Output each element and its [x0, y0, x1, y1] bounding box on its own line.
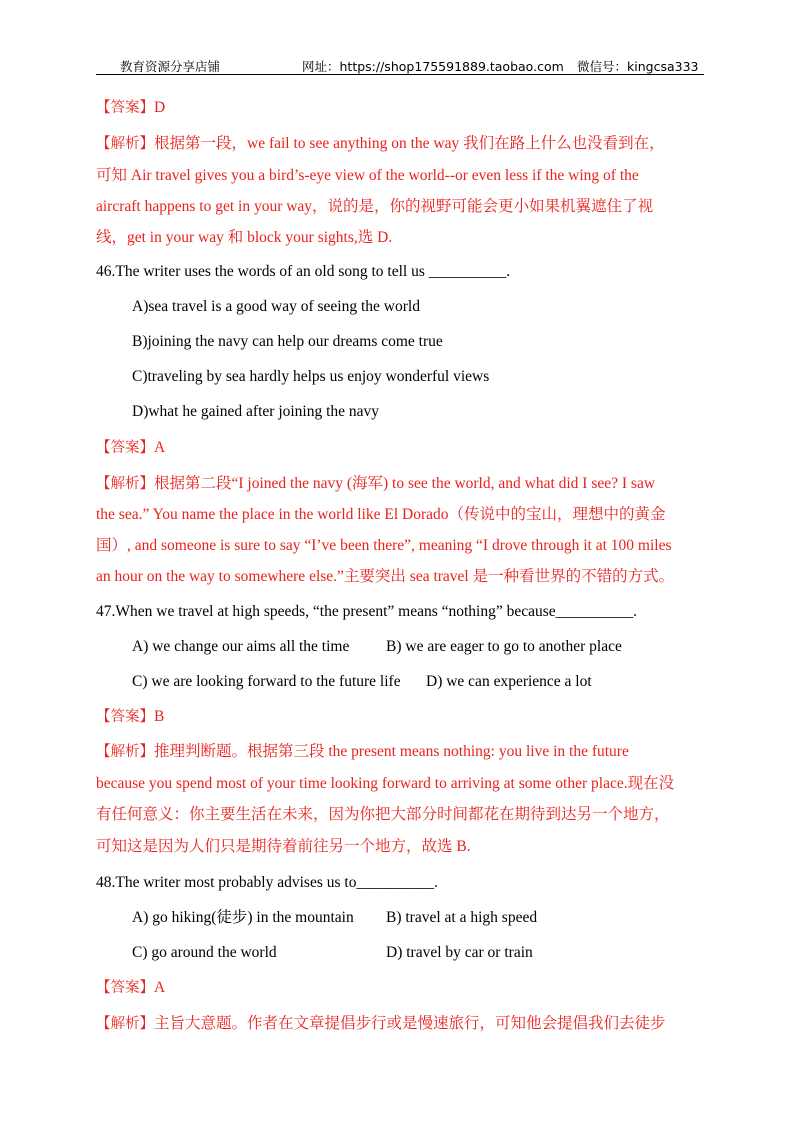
answer-tag: 【答案】 — [96, 709, 154, 725]
answer-letter: A — [154, 439, 166, 456]
q46-option-b: B)joining the navy can help our dreams come true — [132, 333, 443, 350]
answer-tag: 【答案】 — [96, 440, 154, 456]
q48-option-a: A) go hiking(徒步) in the mountain — [132, 909, 354, 926]
q48-question: 48.The writer most probably advises us to__________. — [96, 874, 438, 891]
q46-analysis-line-2: the sea.” You name the place in the world like El Dorado（传说中的宝山，理想中的黄金 — [96, 506, 666, 523]
q47-answer — [96, 707, 164, 727]
analysis-tag: 【解析】 — [96, 476, 154, 492]
q46-option-a: A)sea travel is a good way of seeing the world — [132, 298, 420, 315]
q45-analysis-line-3: aircraft happens to get in your way，说的是，你的视野可能会更小如果机翼遮住了视 — [96, 198, 654, 215]
q46-question: 46.The writer uses the words of an old song to tell us __________. — [96, 263, 511, 280]
q47-analysis-line-2: because you spend most of your time looking forward to arriving at some other place.现在没 — [96, 775, 675, 792]
q45-answer — [96, 98, 165, 118]
q47-question: 47.When we travel at high speeds, “the present” means “nothing” because__________. — [96, 603, 638, 620]
q48-option-d: D) travel by car or train — [386, 944, 533, 961]
q48-analysis-line-1: 【解析】主旨大意题。作者在文章提倡步行或是慢速旅行，可知他会提倡我们去徒步 — [96, 1015, 666, 1032]
analysis-tag: 【解析】 — [96, 744, 154, 760]
q47-option-a: A) we change our aims all the time — [132, 638, 350, 655]
answer-letter: A — [154, 979, 166, 996]
q47-analysis-line-1: 【解析】推理判断题。根据第三段 the present means nothing: you live in the future — [96, 743, 629, 760]
q46-analysis-line-1: 【解析】根据第二段“I joined the navy (海军) to see the world, and what did I see? I saw — [96, 475, 656, 492]
q47-option-c: C) we are looking forward to the future life — [132, 673, 401, 690]
answer-tag: 【答案】 — [96, 980, 154, 996]
header-url: 网址：https://shop175591889.taobao.com — [302, 59, 564, 74]
q47-analysis-line-4: 可知这是因为人们只是期待着前往另一个地方，故选 B. — [96, 838, 471, 855]
q45-analysis-line-4: 线，get in your way 和 block your sights,选 D. — [96, 229, 393, 246]
answer-letter: D — [154, 99, 166, 116]
q47-option-b: B) we are eager to go to another place — [386, 638, 622, 655]
answer-tag: 【答案】 — [96, 100, 154, 116]
q46-answer — [96, 438, 165, 458]
analysis-tag: 【解析】 — [96, 1016, 154, 1032]
q48-option-c: C) go around the world — [132, 944, 277, 961]
analysis-tag: 【解析】 — [96, 136, 154, 152]
q46-option-d: D)what he gained after joining the navy — [132, 403, 380, 420]
q46-option-c: C)traveling by sea hardly helps us enjoy wonderful views — [132, 368, 490, 385]
page-header — [96, 48, 704, 75]
q45-analysis-line-2: 可知 Air travel gives you a bird’s-eye view of the world--or even less if the wing of the — [96, 167, 639, 184]
q48-answer — [96, 978, 165, 998]
header-shop-name: 教育资源分享店铺 — [120, 59, 221, 74]
q48-option-b: B) travel at a high speed — [386, 909, 538, 926]
q45-analysis-line-1: 【解析】根据第一段，we fail to see anything on the way 我们在路上什么也没看到在， — [96, 135, 665, 152]
answer-letter: B — [154, 708, 165, 725]
q46-analysis-line-3: 国）, and someone is sure to say “I’ve been there”, meaning “I drove through it at 100 miles — [96, 537, 672, 554]
header-wechat: 微信号：kingcsa333 — [577, 59, 699, 74]
q46-analysis-line-4: an hour on the way to somewhere else.”主要突出 sea travel 是一种看世界的不错的方式。 — [96, 568, 675, 585]
q47-option-d: D) we can experience a lot — [426, 673, 592, 690]
q47-analysis-line-3: 有任何意义：你主要生活在未来，因为你把大部分时间都花在期待到达另一个地方， — [96, 806, 670, 823]
